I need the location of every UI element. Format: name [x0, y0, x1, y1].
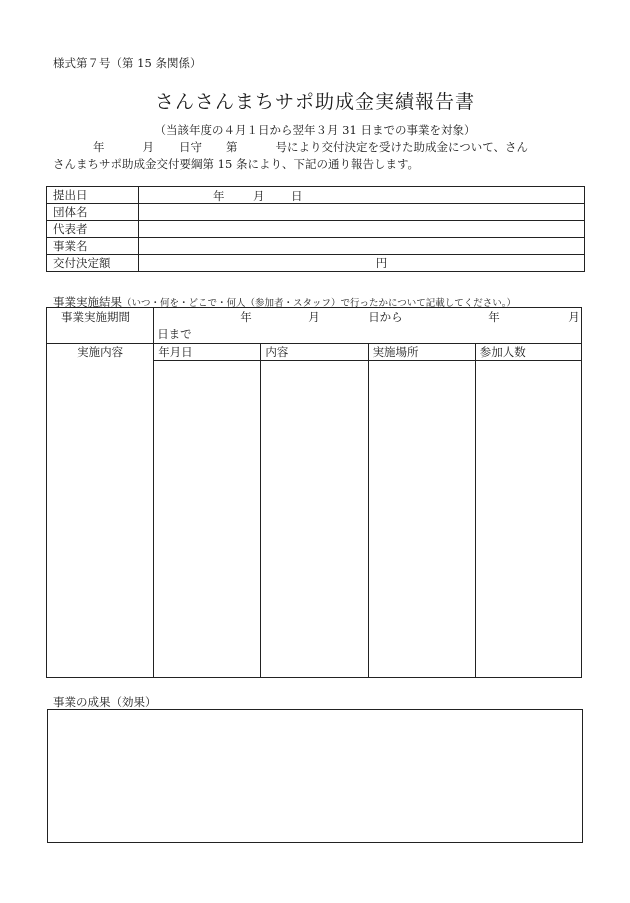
col-location: 実施場所 [368, 344, 475, 361]
label-project-name: 事業名 [47, 238, 139, 255]
page-title: さんさんまちサポ助成金実績報告書 [154, 91, 475, 113]
form-number: 様式第７号（第 15 条関係） [53, 56, 202, 70]
representative-field[interactable] [139, 221, 585, 238]
row-grant-amount [47, 255, 585, 272]
label-organization: 団体名 [47, 204, 139, 221]
participants-entry-cell[interactable] [475, 361, 581, 678]
row-submission-date [47, 187, 585, 204]
label-representative: 代表者 [47, 221, 139, 238]
row-representative [47, 221, 585, 238]
col-date: 年月日 [154, 344, 261, 361]
content-label: 実施内容 [47, 344, 154, 678]
submission-date-field[interactable] [139, 187, 585, 204]
intro-year: 年 [93, 140, 105, 154]
col-participants: 参加人数 [475, 344, 581, 361]
results-heading-title: 事業実施結果 [53, 295, 122, 309]
column-header-row [47, 344, 582, 361]
label-grant-amount: 交付決定額 [47, 255, 139, 272]
location-entry-cell[interactable] [368, 361, 475, 678]
basic-info-table [46, 186, 585, 272]
content-entry-cell[interactable] [261, 361, 368, 678]
row-organization [47, 204, 585, 221]
period-year-end: 年 [488, 310, 500, 324]
period-month-end: 月 [568, 310, 580, 324]
intro-line-1 [53, 139, 528, 155]
effects-entry-box[interactable] [47, 709, 583, 843]
period-row [47, 308, 582, 344]
intro-month: 月 [142, 140, 154, 154]
col-content: 内容 [261, 344, 368, 361]
period-until: 日まで [157, 327, 192, 341]
intro-day-mamoru: 日守 [179, 140, 202, 154]
results-table [46, 307, 582, 678]
intro-dai: 第 [226, 140, 238, 154]
organization-field[interactable] [139, 204, 585, 221]
date-year: 年 [213, 188, 225, 203]
period-label: 事業実施期間 [47, 308, 154, 344]
grant-amount-field[interactable] [139, 255, 585, 272]
results-heading-note: （いつ・何を・どこで・何人（参加者・スタッフ）で行ったかについて記載してください。） [122, 298, 517, 309]
date-month: 月 [253, 188, 265, 203]
row-project-name [47, 238, 585, 255]
label-submission-date: 提出日 [47, 187, 139, 204]
intro-line-2: さんまちサポ助成金交付要綱第 15 条により、下記の通り報告します。 [53, 157, 420, 171]
effects-heading: 事業の成果（効果） [53, 695, 157, 709]
period-field[interactable] [154, 308, 582, 344]
period-year-start: 年 [240, 310, 252, 324]
project-name-field[interactable] [139, 238, 585, 255]
period-from: 日から [368, 310, 403, 324]
scope-note: （当該年度の４月１日から翌年３月 31 日までの事業を対象） [154, 123, 476, 137]
yen-unit: 円 [375, 256, 388, 270]
date-entry-cell[interactable] [154, 361, 261, 678]
date-day: 日 [291, 188, 303, 203]
period-month-start: 月 [308, 310, 320, 324]
intro-line1-tail: 号により交付決定を受けた助成金について、さん [275, 140, 529, 154]
